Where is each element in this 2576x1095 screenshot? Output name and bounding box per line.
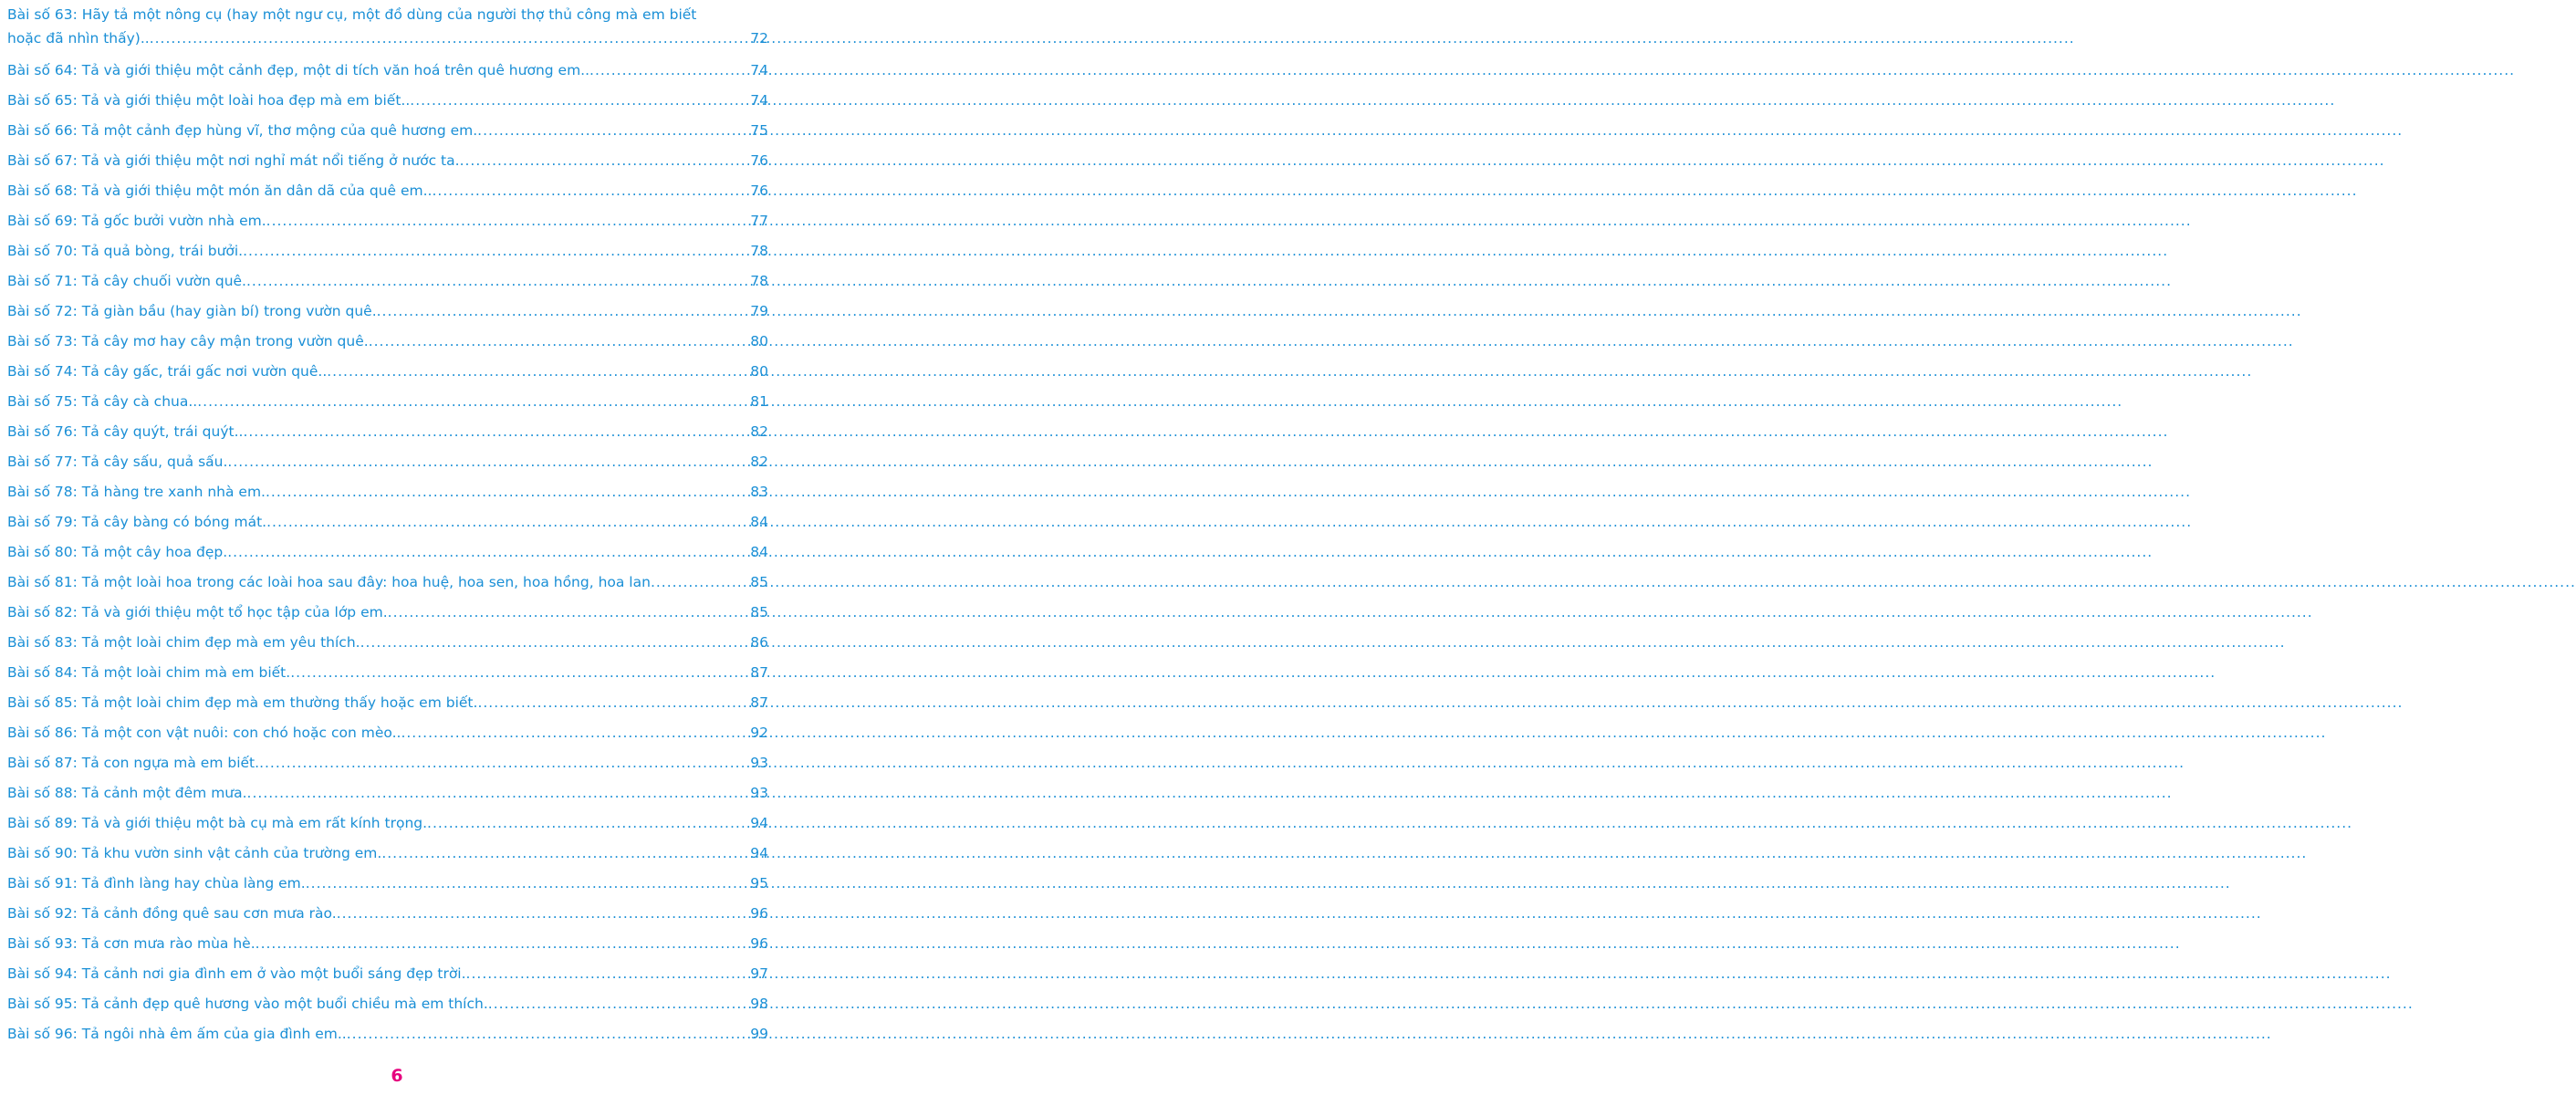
dot-leader	[227, 537, 749, 568]
toc-entry-title: Bài số 87: Tả con ngựa mà em biết.	[7, 755, 260, 771]
toc-entry-page: 86	[750, 634, 768, 651]
toc-list	[7, 56, 768, 1049]
toc-entry-page: 96	[750, 905, 768, 922]
toc-entry-title: Bài số 83: Tả một loài chim đẹp mà em yêu thích.	[7, 634, 360, 651]
dot-leader	[266, 206, 750, 236]
toc-entry-page: 85	[750, 574, 768, 590]
toc-entry-title: Bài số 79: Tả cây bàng có bóng mát.	[7, 514, 267, 530]
toc-entry-title: Bài số 84: Tả một loài chim mà em biết.	[7, 664, 291, 681]
dot-leader	[347, 1019, 750, 1049]
toc-entry-title: Bài số 94: Tả cảnh nơi gia đình em ở vào một buổi sáng đẹp trời.	[7, 965, 466, 982]
toc-entry	[7, 206, 768, 236]
toc-entry-page: 96	[750, 935, 768, 952]
dot-leader	[369, 327, 750, 357]
toc-entry-page: 83	[750, 484, 768, 500]
toc-entry	[7, 116, 768, 146]
toc-entry-title: Bài số 80: Tả một cây hoa đẹp.	[7, 544, 228, 560]
toc-entry-page: 93	[750, 755, 768, 771]
toc-entry-page: 77	[750, 213, 768, 229]
dot-leader	[246, 266, 749, 297]
toc-entry-title: Bài số 91: Tả đình làng hay chùa làng em.	[7, 875, 306, 892]
toc-entry-title: Bài số 90: Tả khu vườn sinh vật cảnh của trường em.	[7, 845, 382, 861]
toc-entry-title: Bài số 78: Tả hàng tre xanh nhà em.	[7, 484, 266, 500]
toc-entry	[7, 387, 768, 417]
toc-entry-page: 84	[750, 544, 768, 560]
dot-leader	[410, 86, 749, 116]
toc-entry-title: Bài số 74: Tả cây gấc, trái gấc nơi vườn quê..	[7, 363, 328, 380]
toc-entry	[7, 537, 768, 568]
toc-entry-page: 87	[750, 664, 768, 681]
toc-entry-page: 78	[750, 243, 768, 259]
toc-entry	[7, 658, 768, 688]
dot-leader	[488, 989, 750, 1019]
toc-entry	[7, 628, 768, 658]
dot-leader	[290, 658, 749, 688]
dot-leader	[401, 718, 749, 748]
toc-entry	[7, 236, 768, 266]
dot-leader	[466, 959, 750, 989]
toc-entry	[7, 327, 768, 357]
toc-entry-page: 99	[750, 1026, 768, 1042]
toc-entry	[7, 839, 768, 869]
toc-entry	[7, 748, 768, 778]
dot-leader	[460, 146, 750, 176]
toc-entry	[7, 56, 768, 86]
toc-entry-page: 94	[750, 815, 768, 831]
toc-entry	[7, 146, 768, 176]
toc-entry-title: Bài số 95: Tả cảnh đẹp quê hương vào một buổi chiều mà em thích.	[7, 996, 488, 1012]
toc-entry-page: 97	[750, 965, 768, 982]
toc-entry-page: 92	[750, 725, 768, 741]
toc-entry-title-line2: hoặc đã nhìn thấy)..	[7, 30, 150, 47]
toc-entry-title: Bài số 81: Tả một loài hoa trong các loài hoa sau đây: hoa huệ, hoa sen, hoa hồng, hoa lan	[7, 574, 651, 590]
toc-entry-title: Bài số 69: Tả gốc bưởi vườn nhà em.	[7, 213, 266, 229]
toc-entry-page: 74	[750, 92, 768, 109]
toc-entry	[7, 688, 768, 718]
dot-leader	[243, 417, 749, 447]
toc-entry	[7, 598, 768, 628]
toc-entry-title: Bài số 96: Tả ngôi nhà êm ấm của gia đình em..	[7, 1026, 347, 1042]
toc-entry-title: Bài số 77: Tả cây sấu, quả sấu.	[7, 454, 228, 470]
toc-entry-title: Bài số 67: Tả và giới thiệu một nơi nghỉ mát nổi tiếng ở nước ta.	[7, 152, 460, 169]
dot-leader	[388, 598, 750, 628]
toc-entry	[7, 899, 768, 929]
toc-entry-title: Bài số 76: Tả cây quýt, trái quýt..	[7, 423, 244, 440]
toc-entry	[7, 176, 768, 206]
toc-entry	[7, 959, 768, 989]
toc-entry	[7, 778, 768, 808]
toc-entry-63	[7, 3, 768, 56]
dot-leader	[243, 236, 749, 266]
dot-leader	[381, 839, 749, 869]
toc-entry	[7, 357, 768, 387]
toc-entry-title-line1: Bài số 63: Hãy tả một nông cụ (hay một ngư cụ, một đồ dùng của người thợ thủ công mà em biết	[7, 6, 697, 23]
dot-leader	[477, 116, 749, 146]
page-number: 6	[391, 1066, 403, 1086]
dot-leader	[227, 447, 749, 477]
toc-entry-page: 94	[750, 845, 768, 861]
toc-entry-page: 82	[750, 423, 768, 440]
dot-leader	[589, 56, 749, 86]
toc-entry	[7, 297, 768, 327]
toc-entry-page: 74	[750, 62, 768, 78]
toc-entry-page: 75	[750, 122, 768, 139]
toc-entry-page: 79	[750, 303, 768, 319]
toc-entry	[7, 718, 768, 748]
toc-entry-title: Bài số 73: Tả cây mơ hay cây mận trong vườn quê.	[7, 333, 369, 349]
toc-entry-page: 82	[750, 454, 768, 470]
toc-entry-line2	[7, 26, 768, 50]
toc-entry	[7, 929, 768, 959]
dot-leader	[360, 628, 750, 658]
dot-leader	[247, 778, 750, 808]
toc-entry-page: 80	[750, 333, 768, 349]
dot-leader	[337, 899, 750, 929]
toc-entry-page: 76	[750, 152, 768, 169]
toc-entry-page: 72	[750, 30, 768, 47]
dot-leader	[256, 929, 750, 959]
toc-entry-page: 85	[750, 604, 768, 620]
toc-entry	[7, 447, 768, 477]
toc-entry-page: 81	[750, 393, 768, 410]
toc-entry-page: 80	[750, 363, 768, 380]
toc-entry-title: Bài số 70: Tả quả bòng, trái bưởi.	[7, 243, 244, 259]
dot-leader	[477, 688, 749, 718]
toc-entry-title: Bài số 88: Tả cảnh một đêm mưa.	[7, 785, 247, 801]
toc-entry	[7, 477, 768, 507]
dot-leader	[327, 357, 749, 387]
toc-entry-title: Bài số 86: Tả một con vật nuôi: con chó hoặc con mèo..	[7, 725, 402, 741]
toc-entry-page: 95	[750, 875, 768, 892]
toc-entry	[7, 989, 768, 1019]
toc-entry-page: 84	[750, 514, 768, 530]
dot-leader	[266, 477, 749, 507]
dot-leader	[150, 26, 750, 50]
toc-entry	[7, 808, 768, 839]
toc-entry-title: Bài số 66: Tả một cảnh đẹp hùng vĩ, thơ mộng của quê hương em.	[7, 122, 478, 139]
toc-entry-title: Bài số 85: Tả một loài chim đẹp mà em thường thấy hoặc em biết.	[7, 694, 478, 711]
toc-entry-page: 87	[750, 694, 768, 711]
toc-entry-title: Bài số 75: Tả cây cà chua..	[7, 393, 198, 410]
toc-entry	[7, 86, 768, 116]
toc-entry-title: Bài số 68: Tả và giới thiệu một món ăn dân dã của quê em..	[7, 182, 433, 199]
toc-entry-title: Bài số 82: Tả và giới thiệu một tổ học tập của lớp em.	[7, 604, 388, 620]
toc-entry-page: 93	[750, 785, 768, 801]
toc-entry	[7, 507, 768, 537]
dot-leader	[427, 808, 749, 839]
toc-entry	[7, 568, 768, 598]
toc-entry	[7, 1019, 768, 1049]
toc-entry-page: 76	[750, 182, 768, 199]
toc-entry-page: 78	[750, 273, 768, 289]
toc-entry	[7, 417, 768, 447]
toc-entry-title: Bài số 93: Tả cơn mưa rào mùa hè.	[7, 935, 256, 952]
dot-leader	[306, 869, 750, 899]
toc-entry-title: Bài số 65: Tả và giới thiệu một loài hoa đẹp mà em biết..	[7, 92, 411, 109]
dot-leader	[377, 297, 750, 327]
toc-entry	[7, 869, 768, 899]
dot-leader	[432, 176, 749, 206]
toc-entry-title: Bài số 71: Tả cây chuối vườn quê.	[7, 273, 246, 289]
toc-entry-title: Bài số 64: Tả và giới thiệu một cảnh đẹp, một di tích văn hoá trên quê hương em..	[7, 62, 590, 78]
toc-entry-page: 98	[750, 996, 768, 1012]
dot-leader	[651, 568, 749, 598]
dot-leader	[266, 507, 749, 537]
table-of-contents	[7, 3, 768, 1049]
toc-entry-title: Bài số 89: Tả và giới thiệu một bà cụ mà em rất kính trọng.	[7, 815, 428, 831]
dot-leader	[197, 387, 749, 417]
toc-entry-title: Bài số 72: Tả giàn bầu (hay giàn bí) trong vườn quê.	[7, 303, 377, 319]
toc-entry-title: Bài số 92: Tả cảnh đồng quê sau cơn mưa rào.	[7, 905, 337, 922]
dot-leader	[259, 748, 749, 778]
toc-entry	[7, 266, 768, 297]
